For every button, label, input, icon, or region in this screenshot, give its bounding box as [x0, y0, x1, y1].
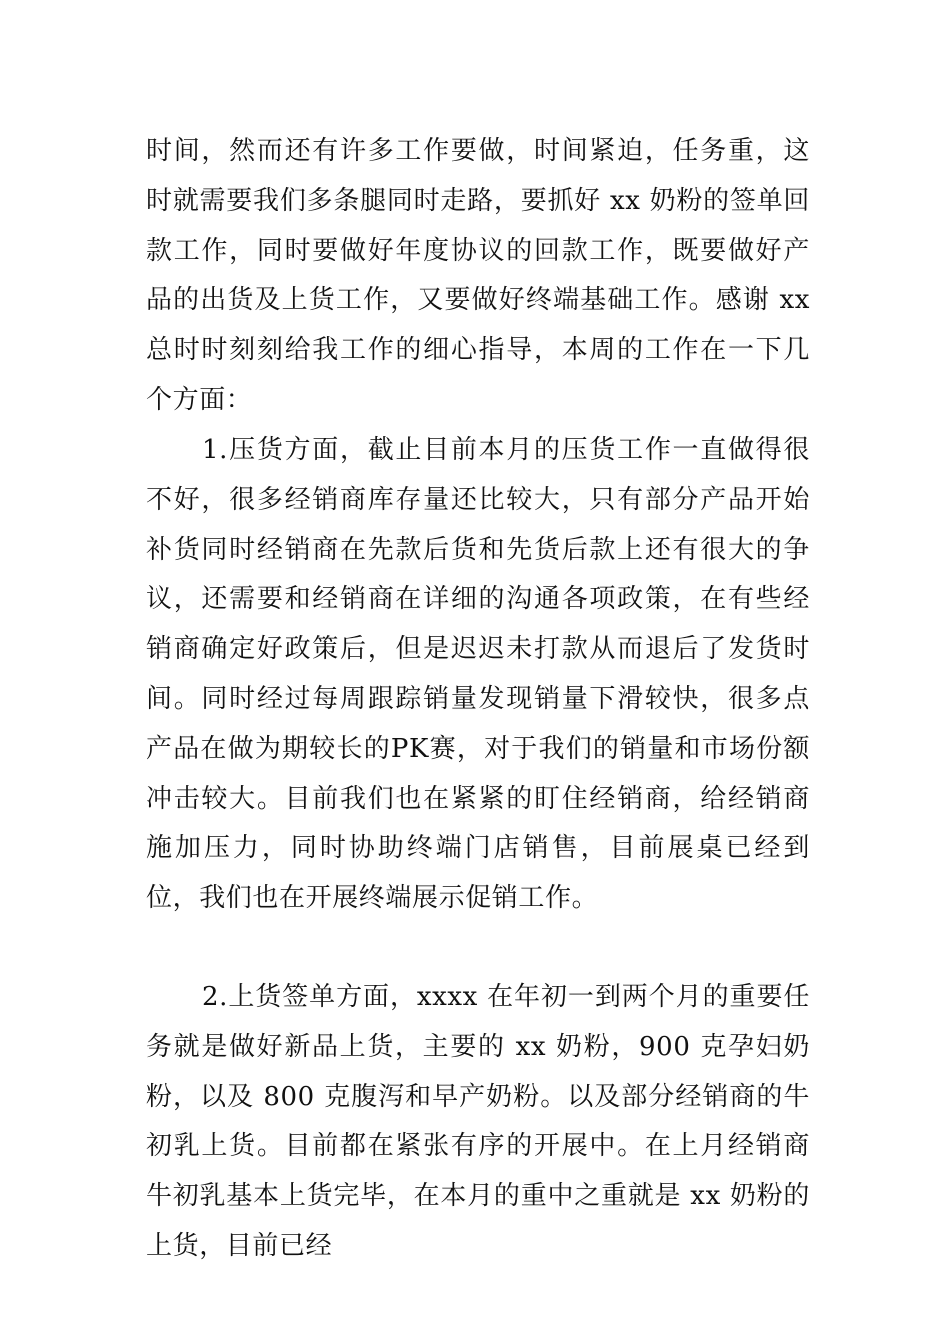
- body-paragraph-3: [146, 973, 810, 1272]
- paragraph-text: 2.上货签单方面，xxxx 在年初一到两个月的重要任务就是做好新品上货，主要的 xx 奶粉，900 克孕妇奶粉，以及 800 克腹泻和早产奶粉。以及部分经销商的牛初乳上货。目前都在紧张有序的开展中。在上月经销商牛初乳基本上货完毕，在本月的重中之重就是 xx 奶粉的上货，目前已经: [146, 982, 810, 1261]
- paragraph-text: 时间，然而还有许多工作要做，时间紧迫，任务重，这时就需要我们多条腿同时走路，要抓好 xx 奶粉的签单回款工作，同时要做好年度协议的回款工作，既要做好产品的出货及上货工作，又要做好终端基础工作。感谢 xx 总时时刻刻给我工作的细心指导，本周的工作在一下几个方面：: [146, 136, 810, 415]
- paragraph-text: 1.压货方面，截止目前本月的压货工作一直做得很不好，很多经销商库存量还比较大，只有部分产品开始补货同时经销商在先款后货和先货后款上还有很大的争议，还需要和经销商在详细的沟通各项政策，在有些经销商确定好政策后，但是迟迟未打款从而退后了发货时间。同时经过每周跟踪销量发现销量下滑较快，很多点产品在做为期较长的PK赛，对于我们的销量和市场份额冲击较大。目前我们也在紧紧的盯住经销商，给经销商施加压力，同时协助终端门店销售，目前展桌已经到位，我们也在开展终端展示促销工作。: [146, 435, 810, 914]
- body-paragraph-1: [146, 127, 810, 426]
- body-paragraph-2: [146, 426, 810, 924]
